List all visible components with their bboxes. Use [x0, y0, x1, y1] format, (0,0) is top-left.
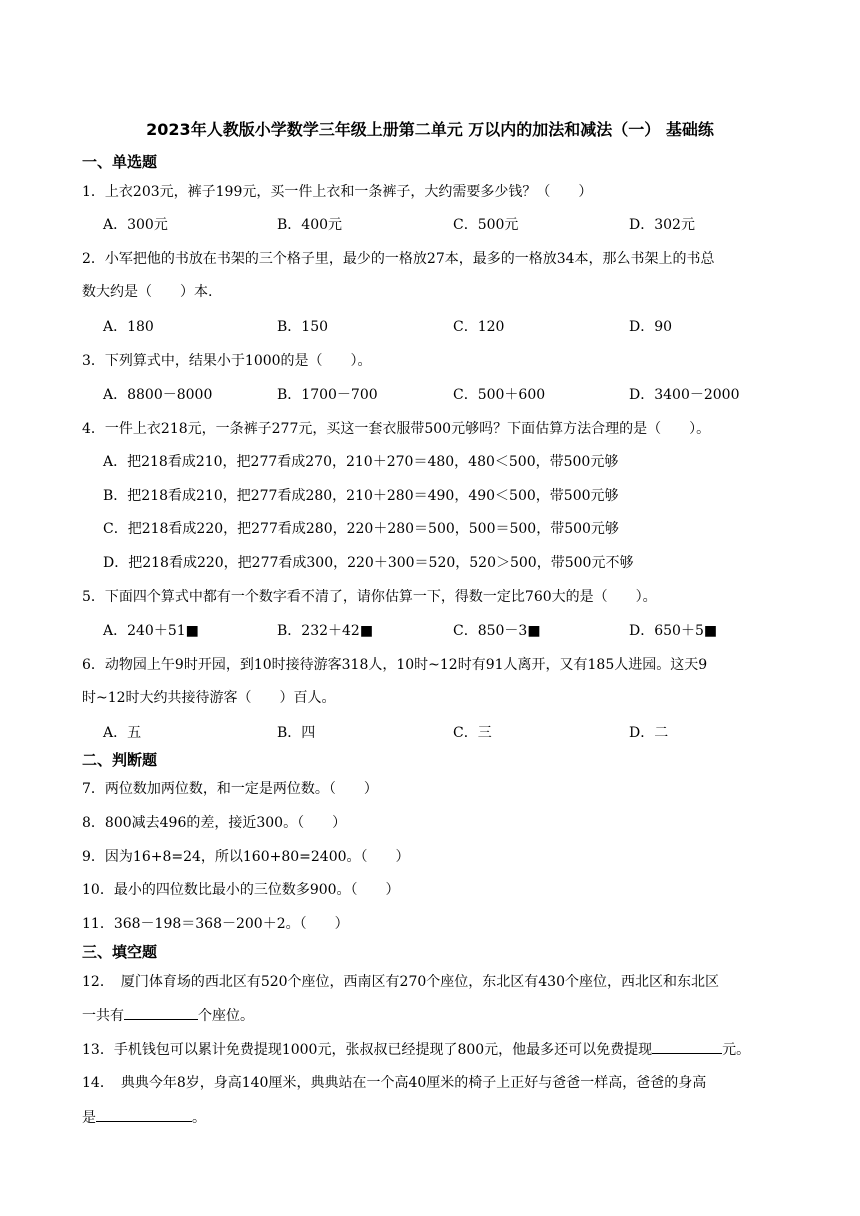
question-4-option-c: C．把218看成220，把277看成280，220＋280＝500，500＝500，带500元够 — [103, 521, 619, 537]
option-b: B．232＋42■ — [277, 623, 374, 639]
option-d: D．90 — [629, 319, 673, 335]
answer-blank[interactable] — [124, 1004, 198, 1020]
question-7: 7．两位数加两位数，和一定是两位数。（ ） — [82, 781, 378, 797]
question-4-option-a: A．把218看成210，把277看成270，210＋270＝480，480＜500，带500元够 — [103, 454, 619, 470]
question-14-line-2 — [82, 1106, 206, 1127]
question-12-line-1: 12． 厦门体育场的西北区有520个座位，西南区有270个座位，东北区有430个座位，西北区和东北区 — [82, 974, 719, 990]
question-6-stem-line-2: 时~12时大约共接待游客（ ）百人。 — [82, 690, 336, 706]
option-d: D．302元 — [629, 217, 695, 233]
answer-blank[interactable] — [96, 1106, 192, 1122]
question-14-line-1: 14． 典典今年8岁，身高140厘米，典典站在一个高40厘米的椅子上正好与爸爸一样高，爸爸的身高 — [82, 1075, 707, 1091]
question-4-option-b: B．把218看成210，把277看成280，210＋280＝490，490＜500，带500元够 — [103, 488, 619, 504]
question-14-text-after: 。 — [192, 1110, 206, 1126]
question-5-stem: 5．下面四个算式中都有一个数字看不清了，请你估算一下，得数一定比760大的是（ ）。 — [82, 589, 657, 605]
question-13-text-after: 元。 — [722, 1042, 751, 1058]
option-d: D．650＋5■ — [629, 623, 718, 639]
question-2-stem-line-1: 2．小军把他的书放在书架的三个格子里，最少的一格放27本，最多的一格放34本，那么书架上的书总 — [82, 251, 715, 267]
option-a: A．8800－8000 — [103, 387, 213, 403]
answer-blank[interactable] — [652, 1038, 722, 1054]
section-heading-single-choice: 一、单选题 — [82, 153, 158, 171]
option-c: C．三 — [453, 725, 492, 741]
question-11: 11．368－198＝368－200＋2。（ ） — [82, 916, 349, 932]
question-14-text-before: 是 — [82, 1110, 96, 1126]
section-heading-true-false: 二、判断题 — [82, 751, 158, 769]
option-d: D．3400－2000 — [629, 387, 740, 403]
question-12-text-after: 个座位。 — [198, 1008, 254, 1024]
option-c: C．850－3■ — [453, 623, 541, 639]
page-title: 2023年人教版小学数学三年级上册第二单元 万以内的加法和减法（一） 基础练 — [146, 120, 714, 139]
option-b: B．150 — [277, 319, 329, 335]
question-4-stem: 4．一件上衣218元，一条裤子277元，买这一套衣服带500元够吗？下面估算方法合理的是（ ）。 — [82, 421, 711, 437]
question-12-text-before: 一共有 — [82, 1008, 124, 1024]
section-heading-fill-in: 三、填空题 — [82, 943, 158, 961]
question-2-stem-line-2: 数大约是（ ）本. — [82, 284, 213, 300]
option-a: A．240＋51■ — [103, 623, 199, 639]
option-a: A．五 — [103, 725, 142, 741]
question-13-text-before: 13．手机钱包可以累计免费提现1000元，张叔叔已经提现了800元，他最多还可以免费提现 — [82, 1042, 653, 1058]
option-c: C．500＋600 — [453, 387, 546, 403]
question-6-stem-line-1: 6．动物园上午9时开园，到10时接待游客318人，10时~12时有91人离开，又有185人进园。这天9 — [82, 657, 708, 673]
question-12-line-2 — [82, 1004, 254, 1025]
question-8: 8．800减去496的差，接近300。（ ） — [82, 815, 347, 831]
question-13 — [82, 1038, 750, 1059]
option-c: C．120 — [453, 319, 505, 335]
option-b: B．400元 — [277, 217, 343, 233]
option-a: A．180 — [103, 319, 154, 335]
option-b: B．1700－700 — [277, 387, 378, 403]
question-1-stem: 1．上衣203元，裤子199元，买一件上衣和一条裤子，大约需要多少钱？（ ） — [82, 184, 593, 200]
option-b: B．四 — [277, 725, 316, 741]
question-10: 10．最小的四位数比最小的三位数多900。（ ） — [82, 882, 400, 898]
question-3-stem: 3．下列算式中，结果小于1000的是（ ）。 — [82, 353, 372, 369]
question-9: 9．因为16+8=24，所以160+80=2400。（ ） — [82, 849, 410, 865]
option-a: A．300元 — [103, 217, 168, 233]
question-4-option-d: D．把218看成220，把277看成300，220＋300＝520，520＞500，带500元不够 — [103, 555, 634, 571]
option-d: D．二 — [629, 725, 669, 741]
option-c: C．500元 — [453, 217, 519, 233]
